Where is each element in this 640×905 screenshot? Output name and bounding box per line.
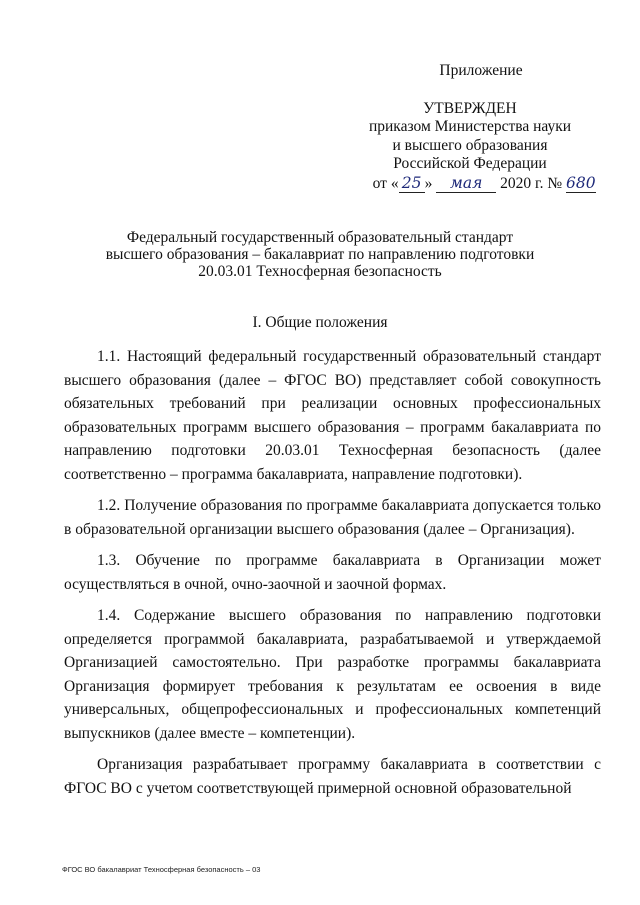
handwritten-month: мая bbox=[436, 174, 496, 194]
page-footer: ФГОС ВО бакалавриат Техносферная безопасность – 03 bbox=[62, 865, 261, 874]
document-body bbox=[64, 345, 601, 808]
handwritten-order-number: 680 bbox=[566, 173, 596, 192]
handwritten-day: 25 bbox=[399, 174, 425, 194]
approval-date-line bbox=[340, 174, 600, 194]
date-mid: » bbox=[424, 174, 433, 192]
paragraph-1-2: 1.2. Получение образования по программе бакалавриата допускается только в образовательной организации высшего образования (далее – Организация). bbox=[64, 497, 601, 538]
date-year: 2020 г. № bbox=[500, 174, 563, 192]
section-heading: I. Общие положения bbox=[252, 314, 388, 331]
date-prefix: от « bbox=[372, 174, 399, 192]
document-title bbox=[60, 229, 580, 280]
approval-block bbox=[340, 62, 600, 193]
title-line-1: Федеральный государственный образовательный стандарт bbox=[126, 229, 514, 246]
approved-heading: УТВЕРЖДЕН bbox=[423, 99, 517, 117]
title-line-2: высшего образования – бакалавриат по направлению подготовки bbox=[105, 246, 535, 263]
approval-order-line: приказом Министерства науки bbox=[368, 118, 572, 135]
paragraph-1-1: 1.1. Настоящий федеральный государственный образовательный стандарт высшего образования (далее – ФГОС ВО) представляет собой совокупность обязательных требований при реализации основных профессиональных образовательных программ высшего образования – программ бакалавриата по направлению подготовки 20.03.01 Техносферная безопасность (далее соответственно – программа бакалавриата, направление подготовки). bbox=[64, 348, 601, 483]
paragraph-organization: Организация разрабатывает программу бакалавриата в соответствии с ФГОС ВО с учетом соответствующей примерной основной образовательной bbox=[64, 756, 601, 797]
paragraph-1-4: 1.4. Содержание высшего образования по направлению подготовки определяется программой бакалавриата, разрабатываемой и утверждаемой Организацией самостоятельно. При разработке программы бакалавриата Организация формирует требования к результатам ее освоения в виде универсальных, общепрофессиональных и профессиональных компетенций выпускников (далее вместе – компетенции). bbox=[64, 607, 601, 742]
title-line-3: 20.03.01 Техносферная безопасность bbox=[198, 263, 442, 280]
approval-ministry-line: и высшего образования bbox=[392, 136, 548, 154]
appendix-label: Приложение bbox=[439, 62, 523, 79]
paragraph-1-3: 1.3. Обучение по программе бакалавриата в Организации может осуществляться в очной, очно-заочной и заочной формах. bbox=[64, 552, 601, 593]
approval-country-line: Российской Федерации bbox=[393, 155, 547, 172]
